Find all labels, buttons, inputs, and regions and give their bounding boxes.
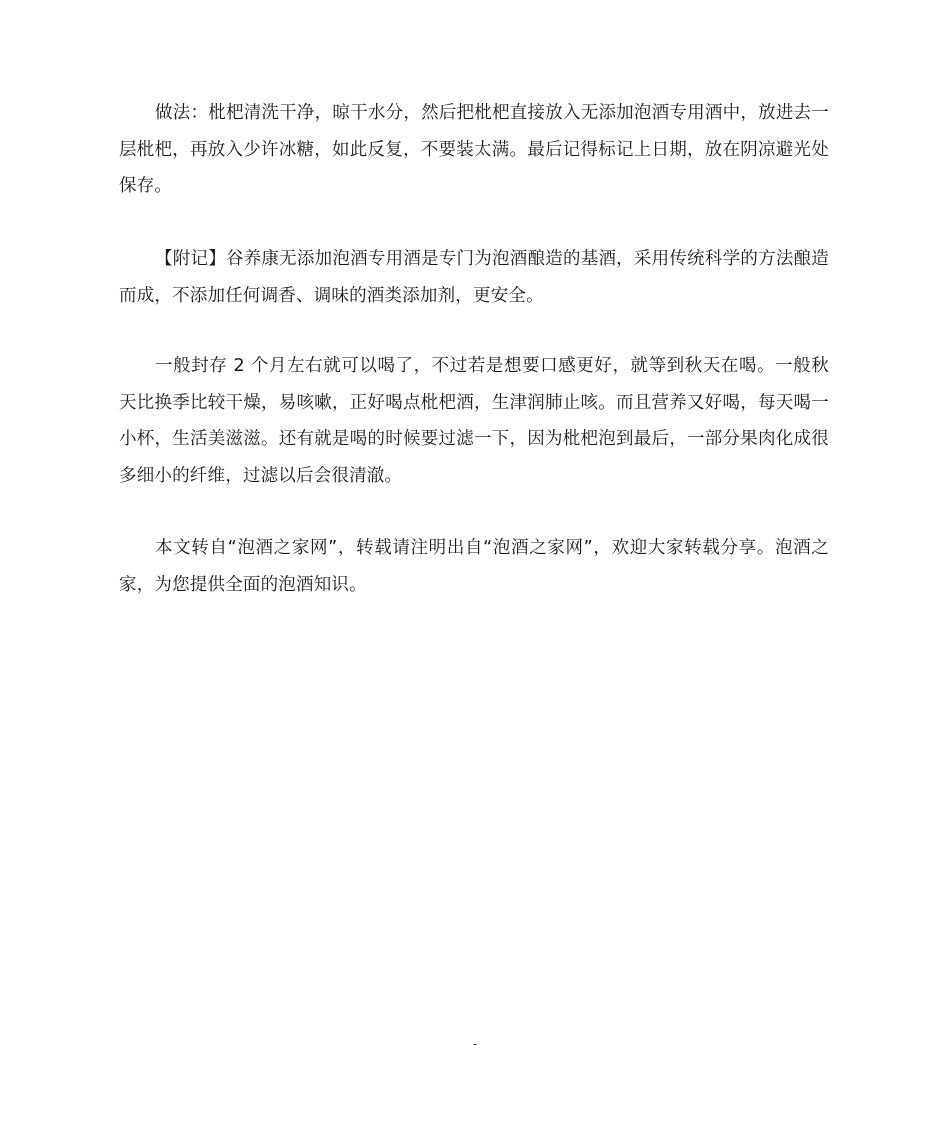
paragraph-appendix: 【附记】谷养康无添加泡酒专用酒是专门为泡酒酿造的基酒，采用传统科学的方法酿造而成，不添加任何调香、调味的酒类添加剂，更安全。 — [119, 249, 829, 306]
page-footer-mark: - — [472, 1037, 478, 1051]
paragraph-source-note: 本文转自“泡酒之家网”，转载请注明出自“泡酒之家网”，欢迎大家转载分享。泡酒之家，为您提供全面的泡酒知识。 — [119, 538, 829, 595]
paragraph-method: 做法：枇杷清洗干净，晾干水分，然后把枇杷直接放入无添加泡酒专用酒中，放进去一层枇杷，再放入少许冰糖，如此反复，不要装太满。最后记得标记上日期，放在阴凉避光处保存。 — [119, 103, 829, 196]
paragraph-storage-tips: 一般封存 2 个月左右就可以喝了，不过若是想要口感更好，就等到秋天在喝。一般秋天比换季比较干燥，易咳嗽，正好喝点枇杷酒，生津润肺止咳。而且营养又好喝，每天喝一小杯，生活美滋滋。还有就是喝的时候要过滤一下，因为枇杷泡到最后，一部分果肉化成很多细小的纤维，过滤以后会很清澈。 — [119, 356, 829, 486]
